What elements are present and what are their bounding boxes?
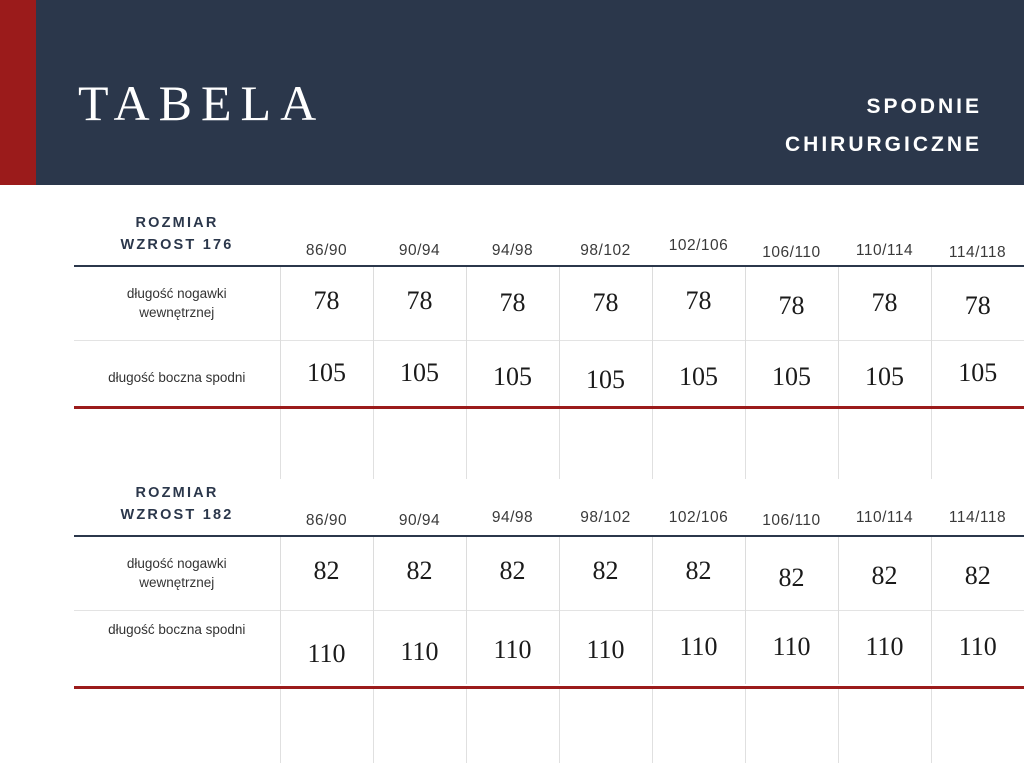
size-table-176: [74, 212, 1024, 414]
cell-value: 105: [679, 362, 718, 392]
row-label-line1: długość boczna spodni: [108, 369, 246, 385]
column-header-size: 106/110: [745, 217, 838, 271]
header-subtitle-line1: SPODNIE: [866, 95, 982, 118]
cell-value: 82: [313, 556, 340, 586]
cell-value: 82: [592, 556, 619, 586]
column-header-size: 102/106: [652, 482, 745, 536]
table-row: [74, 536, 1024, 611]
column-header-size: 114/118: [931, 217, 1024, 271]
table-header-label-line1: ROZMIAR: [135, 215, 219, 231]
row-label: [74, 340, 280, 414]
column-header-size: 94/98: [466, 482, 559, 536]
column-header-size: 94/98: [466, 215, 559, 269]
cell-value: 110: [865, 632, 904, 662]
column-header-size: 86/90: [280, 215, 373, 269]
cell-value: 110: [400, 637, 439, 667]
cell-value: 78: [685, 286, 712, 316]
table-header-row: [74, 482, 1024, 536]
column-header-size: 90/94: [373, 215, 466, 269]
cell-value: 110: [679, 632, 718, 662]
column-header-size: 110/114: [838, 482, 931, 536]
cell-value: 105: [307, 358, 346, 388]
cell-value: 110: [958, 632, 997, 662]
table-header-label-line2: WZROST 182: [120, 507, 234, 524]
cell-value: 105: [865, 362, 904, 392]
table-header-label: [74, 212, 280, 266]
row-label: [74, 266, 280, 341]
table-block-176: [74, 212, 1024, 414]
cell-value: 82: [964, 561, 991, 591]
row-label: [74, 536, 280, 611]
cell-value: 105: [586, 365, 625, 395]
page-title: TABELA: [78, 75, 326, 131]
table-header-row: [74, 212, 1024, 266]
table-row: [74, 340, 1024, 414]
table-row: [74, 610, 1024, 684]
cell-value: 110: [586, 635, 625, 665]
cell-value: 82: [871, 561, 898, 591]
header-subtitle: [562, 88, 982, 164]
cell-value: 78: [964, 291, 991, 321]
row-label: [74, 610, 280, 684]
cell-value: 78: [313, 286, 340, 316]
table-header-label-line2: WZROST 176: [120, 237, 234, 254]
table-block-182: [74, 482, 1024, 684]
header-band: [0, 0, 1024, 185]
cell-value: 78: [592, 288, 619, 318]
column-header-size: 98/102: [559, 215, 652, 269]
table-header-label-line1: ROZMIAR: [135, 485, 219, 501]
size-table-182: [74, 482, 1024, 684]
row-label-line1: długość nogawki: [126, 285, 227, 301]
column-header-size: 106/110: [745, 485, 838, 539]
cell-value: 78: [499, 288, 526, 318]
column-header-size: 110/114: [838, 215, 931, 269]
cell-value: 82: [499, 556, 526, 586]
row-label-line1: długość nogawki: [126, 555, 227, 571]
cell-value: 78: [778, 291, 805, 321]
cell-value: 105: [958, 358, 998, 388]
column-header-size: 102/106: [652, 210, 745, 264]
cell-value: 78: [406, 286, 433, 316]
column-header-size: 98/102: [559, 482, 652, 536]
cell-value: 82: [685, 556, 712, 586]
cell-value: 110: [493, 635, 532, 665]
row-label-line2: wewnętrznej: [139, 575, 215, 591]
header-subtitle-line2: CHIRURGICZNE: [785, 132, 982, 156]
header-accent-bar: [0, 0, 36, 185]
cell-value: 82: [406, 556, 433, 586]
cell-value: 82: [778, 563, 805, 593]
column-header-size: 114/118: [931, 482, 1024, 536]
column-header-size: 90/94: [373, 485, 466, 539]
row-label-line2: wewnętrznej: [139, 305, 215, 321]
table-header-label: [74, 482, 280, 536]
cell-value: 110: [307, 639, 346, 669]
cell-value: 78: [871, 288, 898, 318]
cell-value: 105: [493, 362, 532, 392]
column-header-size: 86/90: [280, 485, 373, 539]
cell-value: 110: [772, 632, 811, 662]
row-label-line1: długość boczna spodni: [108, 621, 246, 637]
ghost-grid-182: [74, 689, 1024, 763]
cell-value: 105: [400, 358, 439, 388]
cell-value: 105: [772, 362, 811, 392]
table-row: [74, 266, 1024, 341]
ghost-grid-176: [74, 409, 1024, 479]
